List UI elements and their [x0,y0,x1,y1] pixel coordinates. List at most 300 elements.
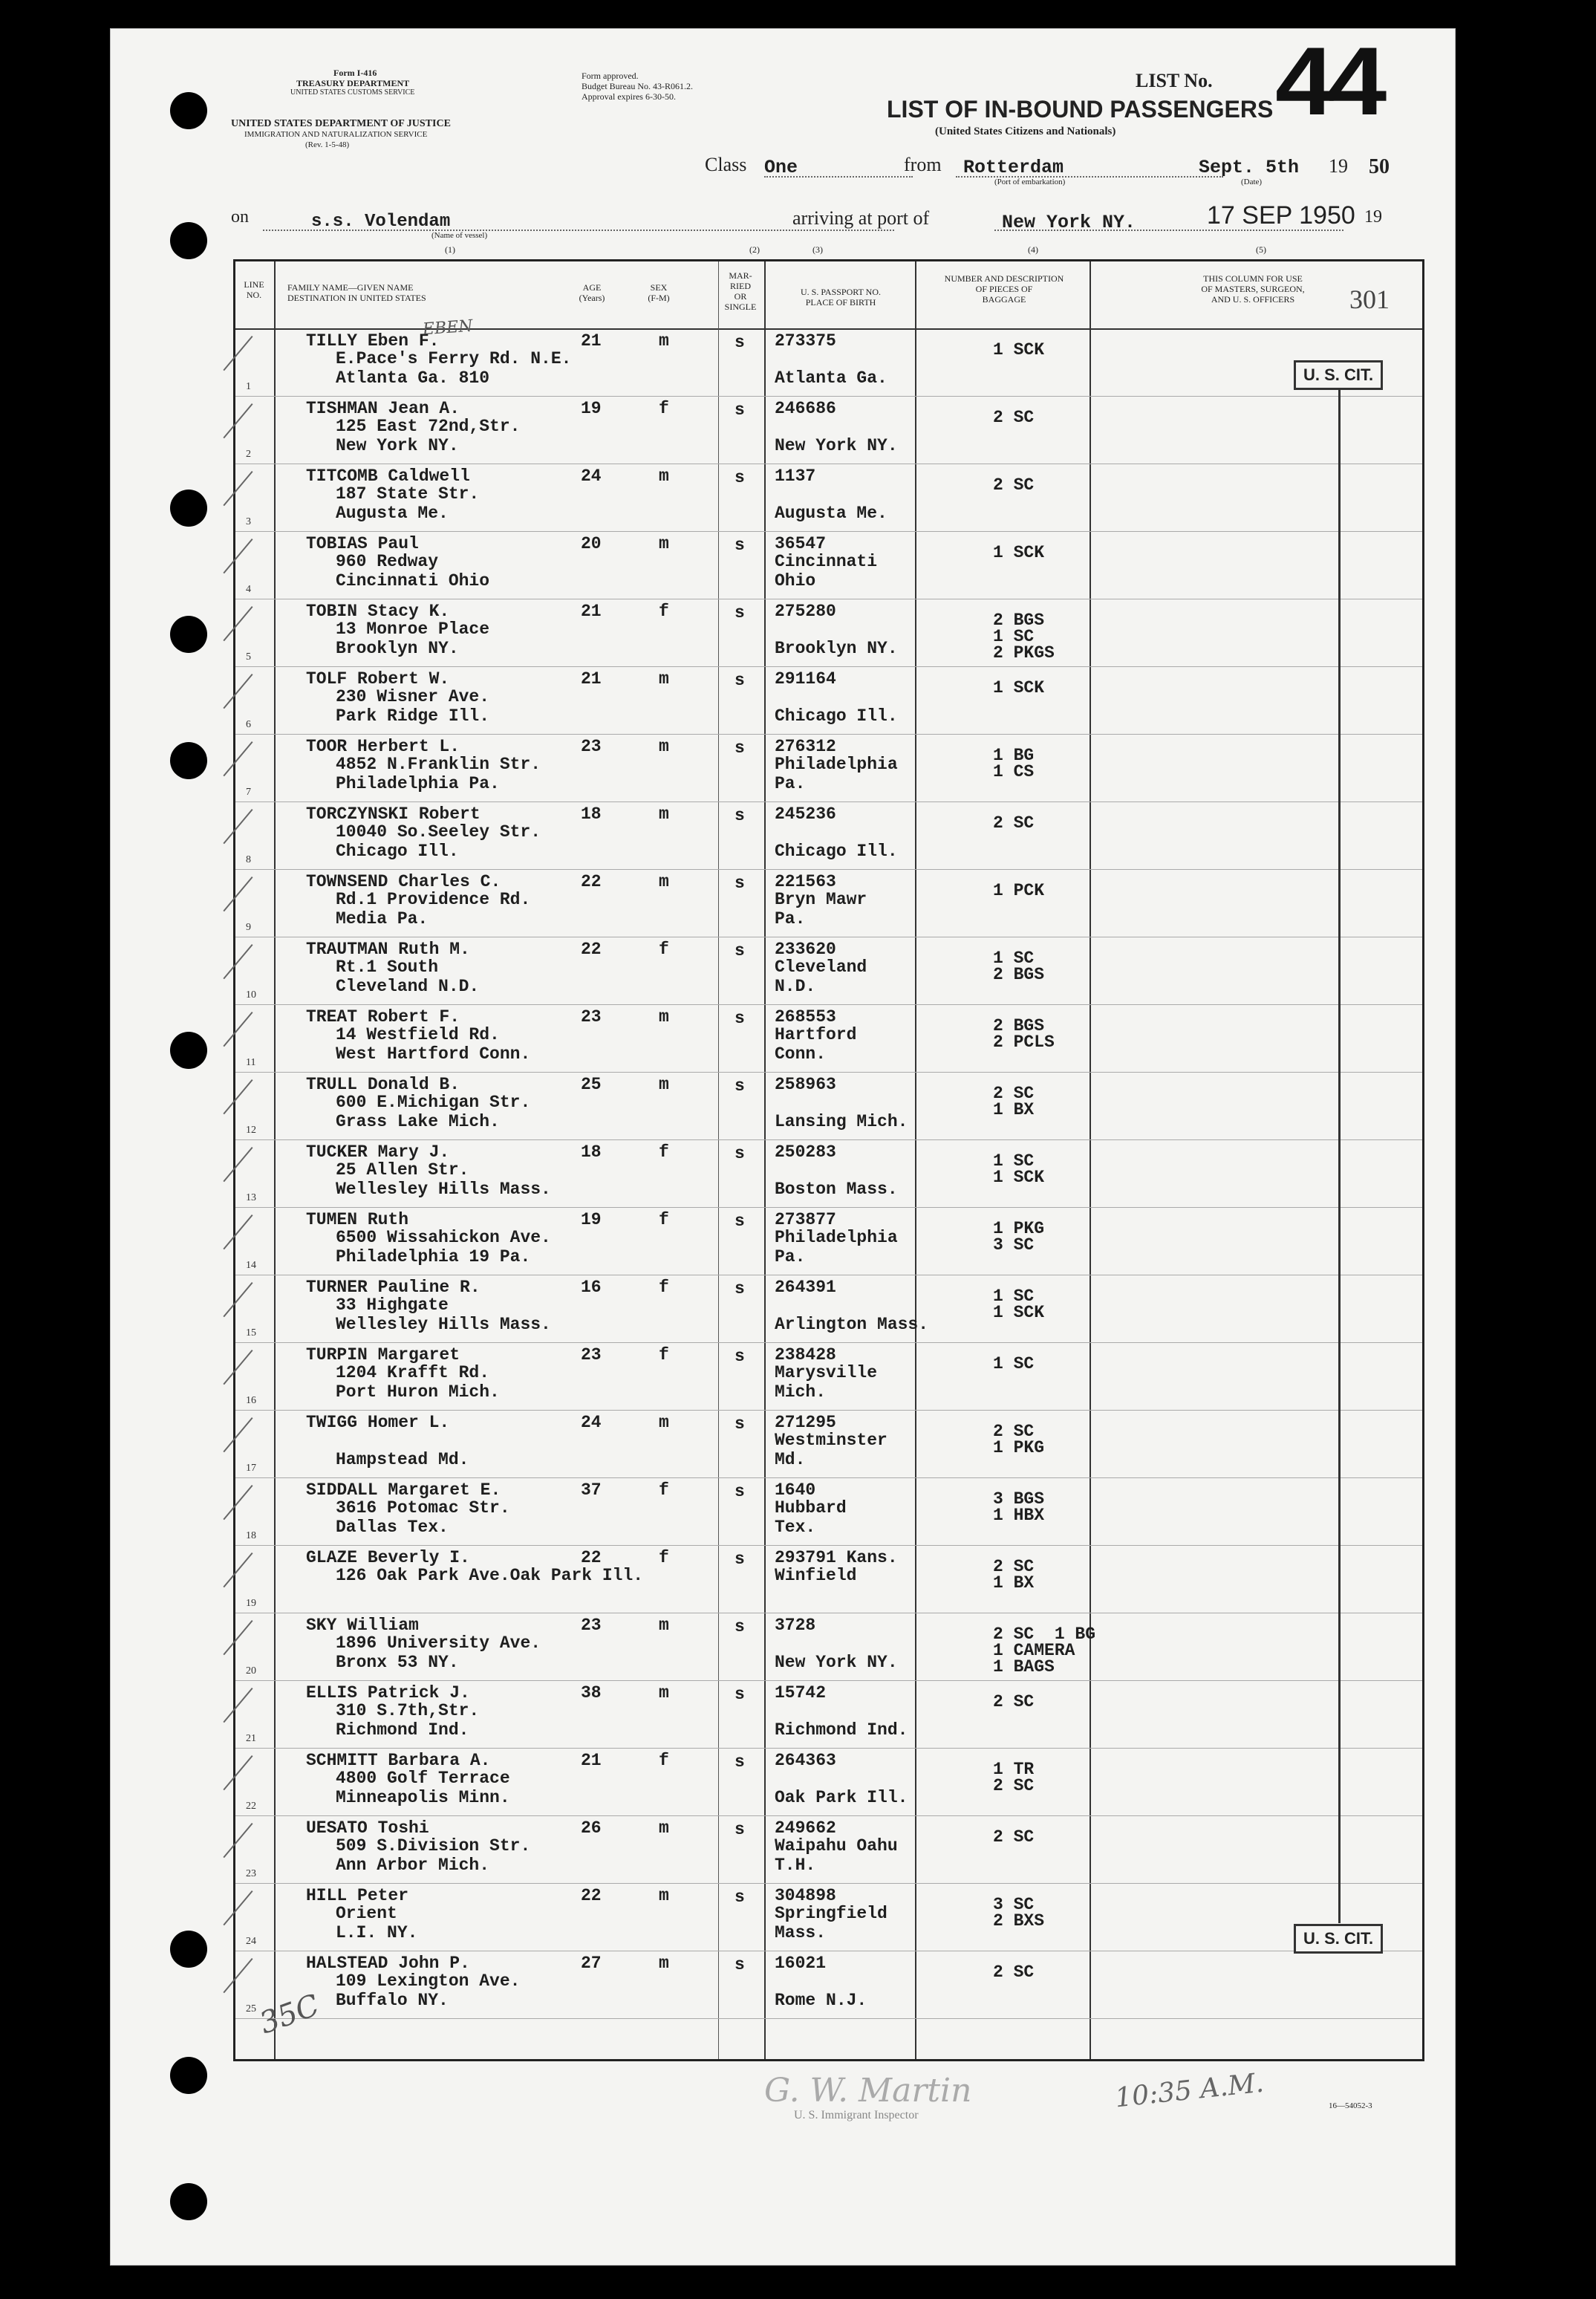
line-number: 19 [246,1598,256,1609]
passport-number: 233620 [775,940,836,959]
address-line-1: 13 Monroe Place [336,620,490,639]
age: 24 [581,1413,602,1432]
passport-number: 250283 [775,1142,836,1162]
birth-place-2: N.D. [775,977,816,996]
line-number: 11 [246,1057,256,1068]
birth-place-1: Waipahu Oahu [775,1836,898,1856]
age: 23 [581,737,602,756]
sex: m [659,466,669,486]
address-line-2: Wellesley Hills Mass. [336,1180,551,1199]
embarkation-caption: (Port of embarkation) [994,178,1066,186]
passport-number: 1640 [775,1480,816,1500]
line-number: 22 [246,1801,256,1812]
birth-place-2: T.H. [775,1856,816,1875]
marital-status: s [735,603,745,622]
baggage: 3 BGS 1 HBX [993,1489,1045,1525]
birth-place-2: Ohio [775,571,816,591]
passenger-name: GLAZE Beverly I. [306,1548,470,1567]
birth-place-1: Winfield [775,1566,857,1585]
line-number: 23 [246,1868,256,1879]
col-num-5: (5) [1256,244,1266,255]
marital-status: s [735,874,745,893]
address-line-1: Rd.1 Providence Rd. [336,890,531,909]
sex: m [659,804,669,824]
baggage: 1 PCK [993,881,1045,900]
birth-place-1: Cincinnati [775,552,878,571]
passenger-name: TOLF Robert W. [306,669,450,689]
punch-hole [170,1931,207,1968]
sex: f [659,1278,669,1297]
passenger-name: TOBIAS Paul [306,534,419,553]
vessel-name: s.s. Volendam [311,212,451,232]
birth-place-2: Mich. [775,1382,827,1402]
header-age: AGE (Years) [579,282,605,303]
class-value: One [764,157,798,178]
form-approved: Form approved. [582,71,639,81]
table-row [235,1748,1422,1816]
table-row [235,1680,1422,1749]
marital-status: s [735,1009,745,1028]
birth-place-2: Arlington Mass. [775,1315,929,1334]
punch-hole [170,222,207,259]
sex: m [659,331,669,351]
address-line-1: 230 Wisner Ave. [336,687,490,706]
baggage: 2 SC [993,813,1035,833]
address-line-1: 187 State Str. [336,484,480,504]
check-mark [223,606,287,670]
arrival-date-stamp: 17 SEP 1950 [1207,201,1355,230]
address-line-2: New York NY. [336,436,459,455]
passenger-name: SCHMITT Barbara A. [306,1751,491,1770]
age: 24 [581,466,602,486]
address-line-2: Cleveland N.D. [336,977,480,996]
sex: f [659,1548,669,1567]
punch-hole [170,616,207,653]
address-line-2: Park Ridge Ill. [336,706,490,726]
us-cit-stamp: U. S. CIT. [1294,1924,1383,1954]
birth-place-2: Rome N.J. [775,1991,867,2010]
table-row [235,1207,1422,1275]
address-line-2: Chicago Ill. [336,842,459,861]
sex: m [659,1413,669,1432]
age: 22 [581,1548,602,1567]
address-line-1: 109 Lexington Ave. [336,1971,521,1991]
passport-number: 264363 [775,1751,836,1770]
baggage: 2 SC [993,1963,1035,1982]
passenger-name: HILL Peter [306,1886,409,1905]
marital-status: s [735,1482,745,1501]
address-line-1: Orient [336,1904,397,1923]
passport-number: 273375 [775,331,836,351]
check-mark [223,539,287,602]
address-line-1: 1204 Krafft Rd. [336,1363,490,1382]
page-number: 301 [1349,284,1390,314]
age: 38 [581,1683,602,1703]
punch-hole [170,2057,207,2094]
birth-place-2: Augusta Me. [775,504,887,523]
header-married: MAR- RIED OR SINGLE [724,270,757,312]
table-row [235,599,1422,667]
passport-number: 275280 [775,602,836,621]
us-cit-stamp: U. S. CIT. [1294,360,1383,390]
table-row [235,1275,1422,1343]
address-line-1: 310 S.7th,Str. [336,1701,480,1720]
address-line-1: 6500 Wissahickon Ave. [336,1228,551,1247]
birth-place-1: Bryn Mawr [775,890,867,909]
line-number: 2 [246,449,251,460]
sex: f [659,1142,669,1162]
address-line-2: Dallas Tex. [336,1518,449,1537]
line-number: 18 [246,1530,256,1541]
address-line-2: Bronx 53 NY. [336,1653,459,1672]
on-label: on [231,207,249,227]
table-row [235,734,1422,802]
cit-bracket-line [1338,389,1341,1923]
table-row [235,869,1422,937]
baggage: 1 SCK [993,340,1045,360]
marital-status: s [735,400,745,420]
passenger-name: TRAUTMAN Ruth M. [306,940,470,959]
baggage: 2 SC [993,475,1035,495]
marital-status: s [735,1617,745,1636]
year-suffix: 19 [1364,207,1382,227]
header-name: FAMILY NAME—GIVEN NAME DESTINATION IN UNITED STATES [287,282,426,303]
punch-hole [170,92,207,129]
passport-number: 221563 [775,872,836,891]
vessel-caption: (Name of vessel) [431,231,488,240]
marital-status: s [735,1820,745,1839]
marital-status: s [735,1212,745,1231]
birth-place-2: Chicago Ill. [775,706,898,726]
birth-place-2: Brooklyn NY. [775,639,898,658]
address-line-1: 960 Redway [336,552,439,571]
marital-status: s [735,1752,745,1772]
address-line-2: West Hartford Conn. [336,1044,531,1064]
passenger-table [233,259,1424,2061]
address-line-1: 3616 Potomac Str. [336,1498,510,1518]
marital-status: s [735,1955,745,1974]
margin-note: 35C [255,1988,324,2041]
age: 19 [581,399,602,418]
class-label: Class [705,154,747,175]
address-line-1: 125 East 72nd,Str. [336,417,521,436]
baggage: 2 SC 1 BG 1 CAMERA 1 BAGS [993,1625,1096,1677]
header-passport: U. S. PASSPORT NO. PLACE OF BIRTH [801,287,881,308]
line-number: 3 [246,516,251,527]
address-line-2: Philadelphia 19 Pa. [336,1247,531,1266]
baggage: 2 SC 1 PKG [993,1422,1045,1457]
line-number: 7 [246,787,251,798]
address-line-2: Grass Lake Mich. [336,1112,500,1131]
sex: m [659,1683,669,1703]
table-row [235,1410,1422,1478]
col-num-3: (3) [812,244,823,255]
line-number: 14 [246,1260,256,1271]
passport-number: 245236 [775,804,836,824]
marital-status: s [735,671,745,690]
time-note: 10:35 A.M. [1113,2067,1266,2114]
birth-place-1: Westminster [775,1431,887,1450]
col-num-4: (4) [1028,244,1038,255]
address-line-1: 509 S.Division Str. [336,1836,531,1856]
embarkation-port: Rotterdam [963,157,1064,178]
marital-status: s [735,1347,745,1366]
footer-code: 16—54052-3 [1329,2101,1372,2110]
marital-status: s [735,806,745,825]
sex: m [659,872,669,891]
arriving-label: arriving at port of [792,207,930,229]
manifest-page [110,28,1456,2266]
punch-hole [170,1032,207,1069]
check-mark [223,877,287,940]
check-mark [223,403,287,467]
customs-service: UNITED STATES CUSTOMS SERVICE [290,88,415,97]
passenger-name: TUCKER Mary J. [306,1142,450,1162]
age: 23 [581,1007,602,1027]
passport-number: 264391 [775,1278,836,1297]
line-number: 20 [246,1665,256,1677]
address-line-2: Wellesley Hills Mass. [336,1315,551,1334]
line-number: 25 [246,2003,256,2015]
line-number: 6 [246,719,251,730]
age: 27 [581,1954,602,1973]
marital-status: s [735,1414,745,1434]
passenger-name: TUMEN Ruth [306,1210,409,1229]
age: 23 [581,1345,602,1365]
passenger-name: TWIGG Homer L. [306,1413,450,1432]
age: 19 [581,1210,602,1229]
sex: m [659,534,669,553]
passport-number: 273877 [775,1210,836,1229]
birth-place-2: Atlanta Ga. [775,368,887,388]
arrival-port: New York NY. [1002,212,1136,233]
table-row [235,1613,1422,1681]
birth-place-1: Philadelphia [775,755,898,774]
sex: f [659,940,669,959]
punch-hole [170,742,207,779]
marital-status: s [735,1279,745,1298]
marital-status: s [735,1076,745,1096]
form-number: Form I-416 [333,68,377,78]
table-row [235,531,1422,599]
line-number: 15 [246,1327,256,1339]
birth-place-1: Cleveland [775,957,867,977]
address-line-2: Philadelphia Pa. [336,774,500,793]
header-officers: THIS COLUMN FOR USE OF MASTERS, SURGEON, AND U. S. OFFICERS [1201,273,1305,305]
passenger-name: UESATO Toshi [306,1818,429,1838]
year-value: 50 [1369,155,1390,178]
passport-number: 258963 [775,1075,836,1094]
line-number: 10 [246,989,256,1001]
table-row [235,1545,1422,1613]
address-line-2: Augusta Me. [336,504,449,523]
sex: f [659,1480,669,1500]
header-line-no: LINE NO. [244,279,264,300]
birth-place-2: Conn. [775,1044,827,1064]
line-number: 1 [246,381,251,392]
baggage: 1 SC 1 SCK [993,1287,1045,1322]
birth-place-2: Chicago Ill. [775,842,898,861]
age: 23 [581,1616,602,1635]
passport-number: 271295 [775,1413,836,1432]
age: 25 [581,1075,602,1094]
passenger-name: TORCZYNSKI Robert [306,804,481,824]
line-number: 9 [246,922,251,933]
age: 21 [581,602,602,621]
age: 26 [581,1818,602,1838]
table-row [235,396,1422,464]
justice-dept: UNITED STATES DEPARTMENT OF JUSTICE [231,118,451,129]
passport-number: 238428 [775,1345,836,1365]
date-caption: (Date) [1241,178,1263,186]
passenger-name: TREAT Robert F. [306,1007,460,1027]
passport-number: 304898 [775,1886,836,1905]
sex: f [659,399,669,418]
sex: f [659,602,669,621]
table-row [235,1477,1422,1546]
age: 16 [581,1278,602,1297]
table-row [235,1139,1422,1208]
passenger-name: TOBIN Stacy K. [306,602,450,621]
line-number: 4 [246,584,251,595]
baggage: 1 SC [993,1354,1035,1373]
baggage: 2 SC 1 BX [993,1557,1035,1593]
birth-place-1: Hubbard [775,1498,847,1518]
ins-service: IMMIGRATION AND NATURALIZATION SERVICE [244,130,428,139]
passport-number: 268553 [775,1007,836,1027]
check-mark [223,471,287,535]
marital-status: s [735,738,745,758]
passport-number: 15742 [775,1683,827,1703]
age: 22 [581,940,602,959]
sex: m [659,1818,669,1838]
birth-place-2: Boston Mass. [775,1180,898,1199]
baggage: 2 SC [993,408,1035,427]
sex: m [659,1075,669,1094]
birth-place-1: Springfield [775,1904,887,1923]
address-line-2: L.I. NY. [336,1923,418,1942]
list-no-label: LIST No. [1136,70,1213,91]
line-number: 12 [246,1125,256,1136]
passenger-name: HALSTEAD John P. [306,1954,470,1973]
table-row [235,464,1422,532]
birth-place-2: Lansing Mich. [775,1112,908,1131]
sex: m [659,1616,669,1635]
sex: f [659,1751,669,1770]
marital-status: s [735,333,745,352]
baggage: 1 SC 2 BGS [993,949,1045,984]
marital-status: s [735,941,745,960]
marital-status: s [735,1887,745,1907]
baggage: 1 BG 1 CS [993,746,1035,781]
col-num-2: (2) [749,244,760,255]
punch-hole [170,490,207,527]
treasury-dept: TREASURY DEPARTMENT [296,78,410,88]
table-row [235,1342,1422,1411]
check-mark [223,741,287,805]
inspector-signature: G. W. Martin [764,2072,972,2110]
departure-date: Sept. 5th [1199,157,1300,178]
birth-place-1: Philadelphia [775,1228,898,1247]
passport-number: 276312 [775,737,836,756]
table-row [235,1072,1422,1140]
header-baggage: NUMBER AND DESCRIPTION OF PIECES OF BAGGAGE [944,273,1064,305]
age: 21 [581,331,602,351]
line-number: 8 [246,854,251,865]
passport-number: 3728 [775,1616,816,1635]
line-number: 21 [246,1733,256,1744]
baggage: 2 BGS 1 SC 2 PKGS [993,611,1055,663]
passenger-name: TRULL Donald B. [306,1075,460,1094]
marital-status: s [735,1550,745,1569]
passenger-name: ELLIS Patrick J. [306,1683,470,1703]
age: 21 [581,669,602,689]
check-mark [223,809,287,873]
birth-place-2: New York NY. [775,1653,898,1672]
sex: m [659,1007,669,1027]
passenger-name: TOOR Herbert L. [306,737,460,756]
eben-note: EBEN [422,316,474,339]
table-row [235,1883,1422,1951]
table-row [235,328,1422,397]
passport-number: 249662 [775,1818,836,1838]
table-row [235,801,1422,870]
baggage: 1 SCK [993,543,1045,562]
revision: (Rev. 1-5-48) [305,140,350,149]
address-line-2: Richmond Ind. [336,1720,469,1740]
check-mark [223,674,287,738]
line-number: 17 [246,1463,256,1474]
address-line-1: 4800 Golf Terrace [336,1769,510,1788]
table-row [235,937,1422,1005]
passport-number: 36547 [775,534,827,553]
address-line-1: 14 Westfield Rd. [336,1025,500,1044]
passport-number: 293791 Kans. [775,1548,898,1567]
sex: m [659,669,669,689]
passenger-name: TURPIN Margaret [306,1345,460,1365]
passenger-name: SIDDALL Margaret E. [306,1480,501,1500]
list-number: 44 [1275,28,1381,135]
birth-place-2: Richmond Ind. [775,1720,908,1740]
baggage: 1 SCK [993,678,1045,697]
sex: m [659,1886,669,1905]
address-line-1: 600 E.Michigan Str. [336,1093,531,1112]
table-row [235,1951,1422,2019]
marital-status: s [735,468,745,487]
passenger-name: TITCOMB Caldwell [306,466,470,486]
birth-place-2: Tex. [775,1518,816,1537]
sex: m [659,1954,669,1973]
line-number: 16 [246,1395,256,1406]
address-line-1: 4852 N.Franklin Str. [336,755,541,774]
birth-place-2: Mass. [775,1923,827,1942]
age: 37 [581,1480,602,1500]
sex: f [659,1345,669,1365]
address-line-1: E.Pace's Ferry Rd. N.E. [336,349,572,368]
passenger-name: TILLY Eben F. [306,331,440,351]
address-line-1: 25 Allen Str. [336,1160,469,1180]
baggage: 1 TR 2 SC [993,1760,1035,1795]
birth-place-2: Oak Park Ill. [775,1788,908,1807]
address-line-2: Cincinnati Ohio [336,571,490,591]
age: 18 [581,804,602,824]
check-mark [223,336,287,400]
table-row [235,1815,1422,1884]
address-line-2: Brooklyn NY. [336,639,459,658]
address-line-2: Port Huron Mich. [336,1382,500,1402]
line-number: 5 [246,651,251,663]
from-label: from [904,154,942,175]
